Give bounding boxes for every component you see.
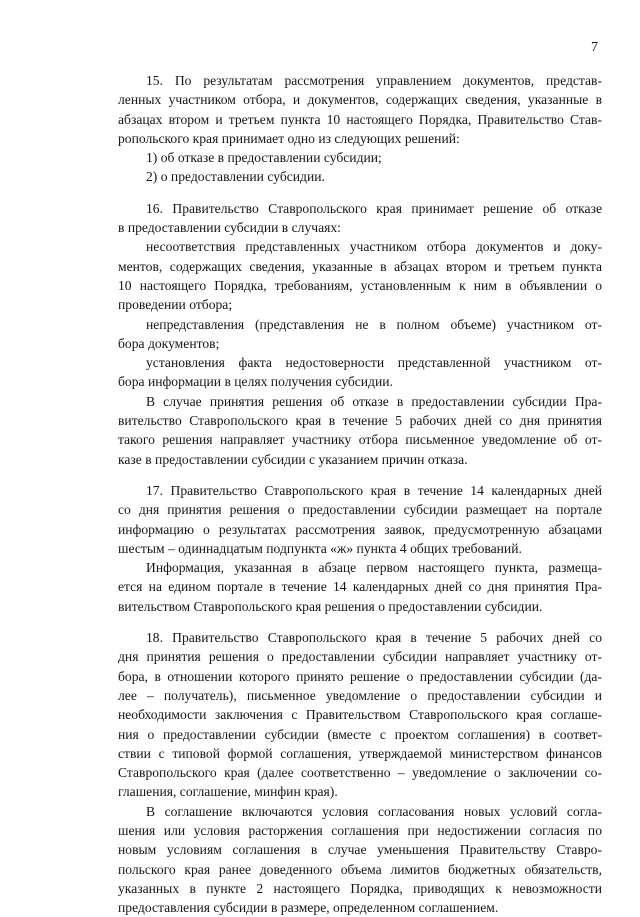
text-line: В случае принятия решения об отказе в предоставлении субсидии Пра- <box>146 393 602 409</box>
text-line: ется на едином портале в течение 14 календарных дней со дня принятия Пра- <box>118 579 602 595</box>
paragraph-gap <box>118 469 602 481</box>
text-line: ленных участником отбора, и документов, содержащих сведения, указанные в <box>118 92 602 108</box>
text-line: ствии с типовой формой соглашения, утверждаемой министерством финансов <box>118 745 602 761</box>
paragraph-16-case-c <box>118 353 602 392</box>
text-line: в предоставлении субсидии в случаях: <box>118 220 341 236</box>
paragraph-16-case-a <box>118 237 602 314</box>
text-line: ния о предоставлении субсидии (вместе с проектом соглашения) в соответ- <box>118 726 602 742</box>
text-line: со дня принятия решения о предоставлении субсидии размещает на портале <box>118 502 602 518</box>
paragraph-18-agreement <box>118 802 602 917</box>
text-line: 17. Правительство Ставропольского края в течение 14 календарных дней <box>146 482 602 498</box>
text-line: бора, в отношении которого принято решение о предоставлении субсидии (да- <box>118 668 602 684</box>
text-line: вительством Ставропольского края решения о предоставлении субсидии. <box>118 598 543 614</box>
text-line: информацию о результатах рассмотрения заявок, предусмотренную абзацами <box>118 521 602 537</box>
text-line: 2) о предоставлении субсидии. <box>146 169 325 185</box>
text-line: 1) об отказе в предоставлении субсидии; <box>146 150 382 166</box>
paragraph-16 <box>118 199 602 238</box>
document-body <box>118 71 602 917</box>
list-item-2 <box>118 167 602 186</box>
text-line: новым условиям соглашения в случае уменьшения Правительству Ставро- <box>118 842 602 858</box>
text-line: непредставления (представления не в полном объеме) участником от- <box>146 316 602 332</box>
text-line: Ставропольского края (далее соответственно – уведомление о заключении со- <box>118 765 602 781</box>
list-item-1 <box>118 148 602 167</box>
text-line: 16. Правительство Ставропольского края принимает решение об отказе <box>146 200 602 216</box>
text-line: проведении отбора; <box>118 297 233 313</box>
text-line: польского края ранее доведенного объема лимитов бюджетных обязательств, <box>118 861 602 877</box>
text-line: глашения, соглашение, минфин края). <box>118 784 338 800</box>
text-line: бора информации в целях получения субсидии. <box>118 374 393 390</box>
text-line: несоответствия представленных участником отбора документов и доку- <box>146 239 602 255</box>
text-line: предоставления субсидии в размере, определенном соглашением. <box>118 900 499 916</box>
text-line: 10 настоящего Порядка, требованиям, установленным к ним в объявлении о <box>118 277 602 293</box>
paragraph-16-refusal <box>118 392 602 469</box>
text-line: 15. По результатам рассмотрения управлением документов, представ- <box>146 73 602 88</box>
text-line: лее – получатель), письменное уведомление о предоставлении субсидии и <box>118 687 602 703</box>
text-line: ропольского края принимает одно из следующих решений: <box>118 130 460 146</box>
paragraph-17 <box>118 481 602 558</box>
paragraph-15 <box>118 71 602 148</box>
text-line: 18. Правительство Ставропольского края в течение 5 рабочих дней со <box>146 630 602 646</box>
text-line: шестым – одиннадцатым подпункта «ж» пункта 4 общих требований. <box>118 540 522 556</box>
text-line: шения или условия расторжения соглашения при недостижении согласия по <box>118 822 602 838</box>
paragraph-gap <box>118 187 602 199</box>
text-line: казе в предоставлении субсидии с указанием причин отказа. <box>118 451 468 467</box>
text-line: В соглашение включаются условия согласования новых условий согла- <box>146 803 602 819</box>
paragraph-16-case-b <box>118 315 602 354</box>
paragraph-18 <box>118 628 602 802</box>
page-number: 7 <box>591 40 598 55</box>
text-line: ментов, содержащих сведения, указанные в абзацах втором и третьем пункта <box>118 258 602 274</box>
text-line: дня принятия решения о предоставлении субсидии направляет участнику от- <box>118 649 602 665</box>
text-line: такого решения направляет участнику отбора письменное уведомление об от- <box>118 432 602 448</box>
paragraph-17-info <box>118 558 602 616</box>
text-line: абзацах втором и третьем пункта 10 настоящего Порядка, Правительство Став- <box>118 111 602 127</box>
text-line: необходимости заключения с Правительством Ставропольского края соглаше- <box>118 707 602 723</box>
paragraph-gap <box>118 616 602 628</box>
text-line: Информация, указанная в абзаце первом настоящего пункта, размеща- <box>146 560 602 576</box>
text-line: указанных в пункте 2 настоящего Порядка, приводящих к невозможности <box>118 880 602 896</box>
text-line: вительство Ставропольского края в течение 5 рабочих дней со дня принятия <box>118 413 602 429</box>
text-line: бора документов; <box>118 335 220 351</box>
text-line: установления факта недостоверности представленной участником от- <box>146 355 602 371</box>
